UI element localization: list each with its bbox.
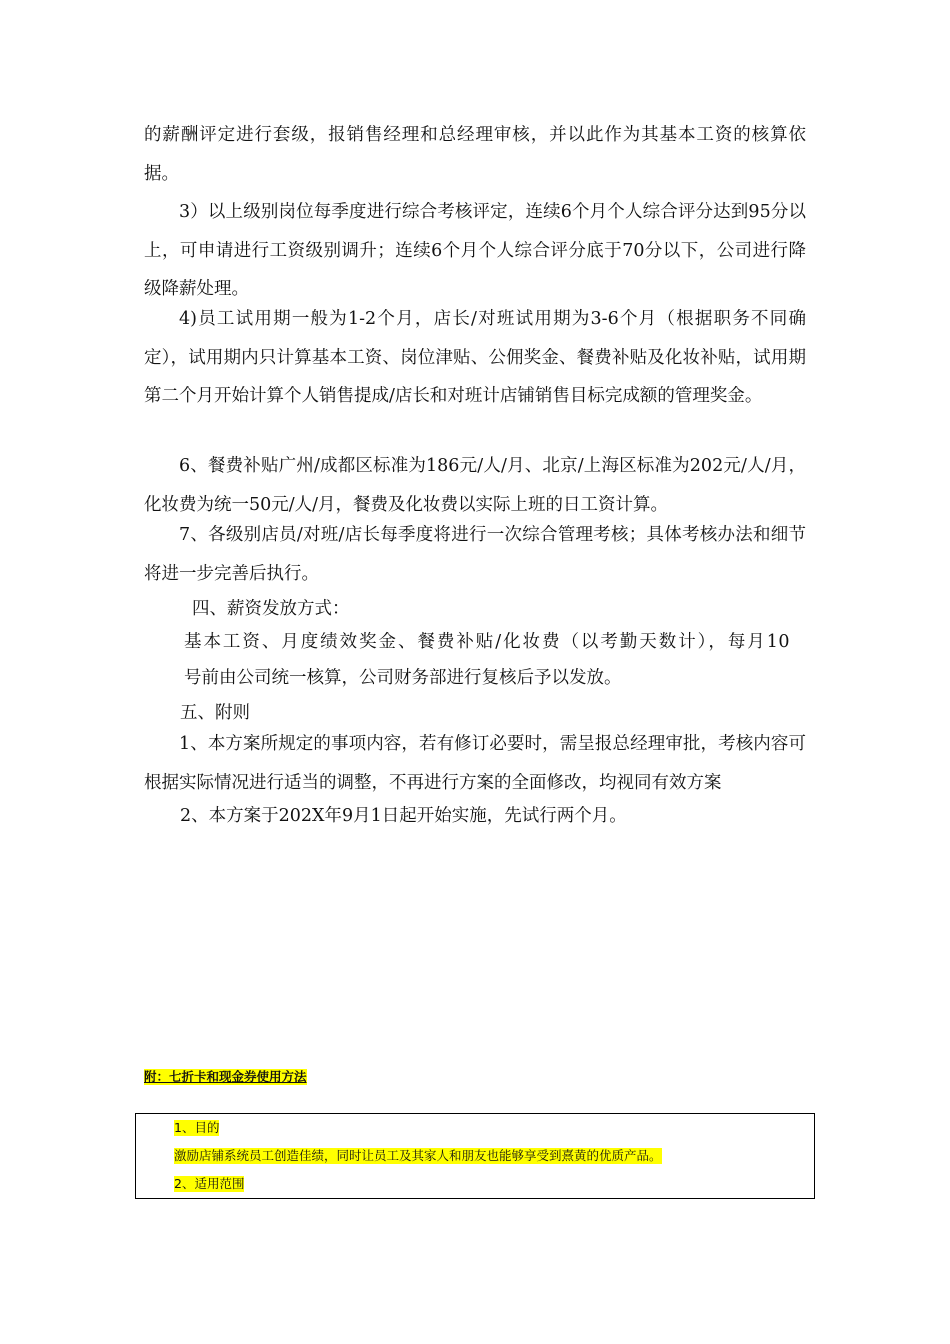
- payment-line-1: 基本工资、月度绩效奖金、餐费补贴/化妆费（以考勤天数计），每月10: [184, 632, 790, 652]
- paragraph-management-review: 7、各级别店员/对班/店长每季度将进行一次综合管理考核；具体考核办法和细节将进一步完善后执行。: [144, 525, 806, 584]
- box-line-purpose-heading: 1、目的: [174, 1120, 220, 1135]
- box-line-scope-heading: 2、适用范围: [174, 1176, 245, 1191]
- appendix-box: [135, 1113, 815, 1199]
- appendix-item-2: 2、本方案于202X年9月1日起开始实施，先试行两个月。: [180, 806, 627, 826]
- appendix-title: 附：七折卡和现金券使用方法: [144, 1069, 307, 1084]
- section-heading-appendix: 五、附则: [180, 703, 250, 723]
- paragraph-quarterly-review: 3）以上级别岗位每季度进行综合考核评定，连续6个月个人综合评分达到95分以上，可申请进行工资级别调升；连续6个月个人综合评分底于70分以下，公司进行降级降薪处理。: [144, 202, 806, 299]
- paragraph-probation: 4)员工试用期一般为1-2个月，店长/对班试用期为3-6个月（根据职务不同确定），试用期内只计算基本工资、岗位津贴、公佣奖金、餐费补贴及化妆补贴，试用期第二个月开始计算个人销售提成/店长和对班计店铺销售目标完成额的管理奖金。: [144, 309, 806, 406]
- box-line-purpose-text: 激励店铺系统员工创造佳绩，同时让员工及其家人和朋友也能够享受到熹黄的优质产品。: [174, 1148, 662, 1163]
- section-heading-payment: 四、薪资发放方式：: [192, 599, 350, 619]
- paragraph-meal-allowance: 6、餐费补贴广州/成都区标准为186元/人/月、北京/上海区标准为202元/人/月，化妆费为统一50元/人/月，餐费及化妆费以实际上班的日工资计算。: [144, 456, 806, 515]
- paragraph-salary-grading: 的薪酬评定进行套级，报销售经理和总经理审核，并以此作为其基本工资的核算依据。: [144, 125, 806, 184]
- appendix-item-1: 1、本方案所规定的事项内容，若有修订必要时，需呈报总经理审批，考核内容可根据实际情况进行适当的调整，不再进行方案的全面修改，均视同有效方案: [144, 734, 806, 793]
- payment-line-2: 号前由公司统一核算，公司财务部进行复核后予以发放。: [184, 668, 622, 688]
